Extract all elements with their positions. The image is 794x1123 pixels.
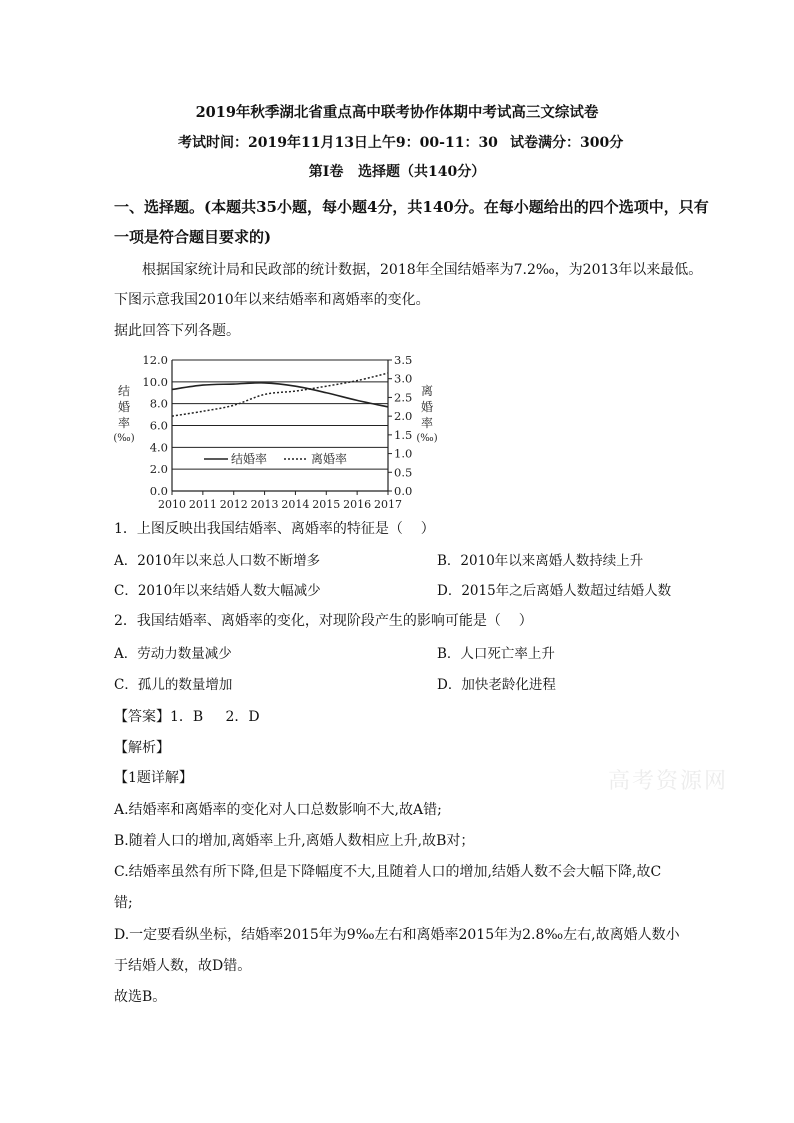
detail-label: 【1题详解】 [114, 770, 193, 786]
right-tick-label: 2.0 [394, 409, 413, 424]
right-axis-label-char: 率 [420, 416, 434, 430]
question-1-option-b: B．2010年以来离婚人数持续上升 [437, 553, 644, 569]
divorce-rate-line [172, 373, 388, 416]
x-tick-label: 2014 [281, 498, 310, 511]
right-tick-label: 1.0 [394, 446, 413, 461]
left-axis-label [113, 383, 134, 444]
question-2-option-b: B．人口死亡率上升 [437, 646, 555, 662]
right-tick-label: 2.5 [394, 390, 413, 405]
x-tick-label: 2012 [219, 498, 248, 511]
analysis-label: 【解析】 [114, 740, 170, 756]
x-tick-label: 2010 [158, 498, 186, 511]
material-line2: 下图示意我国2010年以来结婚率和离婚率的变化。 [114, 292, 430, 308]
left-tick-label: 12.0 [142, 353, 168, 367]
marriage-divorce-chart [112, 352, 448, 516]
question-1-option-a: A．2010年以来总人口数不断增多 [114, 553, 321, 569]
legend-divorce-label: 离婚率 [311, 452, 348, 466]
left-tick-label: 4.0 [149, 440, 168, 455]
right-axis-unit: (‰) [416, 433, 438, 444]
watermark: 高考资源网 [608, 769, 729, 794]
left-axis-label-char: 率 [117, 416, 131, 430]
x-tick-label: 2015 [312, 498, 341, 511]
analysis-line-d: D.一定要看纵坐标，结婚率2015年为9‰左右和离婚率2015年为2.8‰左右,故离婚人数小 [114, 927, 680, 943]
right-axis-label-char: 离 [420, 384, 434, 398]
right-tick-label: 3.5 [394, 353, 413, 367]
x-tick-label: 2017 [374, 498, 402, 511]
left-axis-unit: (‰) [113, 433, 135, 444]
material-line3: 据此回答下列各题。 [114, 323, 240, 339]
left-tick-label: 0.0 [149, 484, 168, 498]
question-1-stem: 1．上图反映出我国结婚率、离婚率的特征是（ ） [114, 521, 435, 537]
right-tick-label: 0.5 [394, 465, 413, 480]
analysis-line-c-cont: 错; [114, 895, 133, 911]
answer-label: 【答案】1．B 2．D [114, 709, 260, 725]
right-tick-label: 3.0 [394, 371, 413, 386]
left-tick-label: 10.0 [142, 374, 168, 389]
material-line1: 根据国家统计局和民政部的统计数据，2018年全国结婚率为7.2‰，为2013年以来最低。 [142, 262, 703, 278]
analysis-line-b: B.随着人口的增加,离婚率上升,离婚人数相应上升,故B对； [114, 833, 475, 849]
right-axis-ticks [388, 353, 412, 498]
section-instruction-line2: 一项是符合题目要求的) [114, 228, 272, 246]
left-tick-label: 8.0 [149, 396, 168, 411]
chart-legend [204, 451, 347, 466]
right-axis-label-char: 婚 [420, 400, 434, 414]
left-axis-label-char: 结 [117, 384, 131, 398]
question-2-option-d: D．加快老龄化进程 [437, 677, 556, 693]
analysis-line-d-cont: 于结婚人数，故D错。 [114, 958, 252, 974]
x-tick-label: 2016 [343, 498, 372, 511]
full-score: 试卷满分：300分 [510, 135, 624, 151]
question-2-option-c: C．孤儿的数量增加 [114, 677, 233, 693]
legend-marriage-label: 结婚率 [231, 452, 268, 466]
left-axis-ticks [142, 353, 168, 498]
left-tick-label: 2.0 [149, 462, 168, 477]
left-tick-label: 6.0 [149, 418, 168, 433]
question-1-option-d: D．2015年之后离婚人数超过结婚人数 [437, 583, 672, 599]
analysis-line-c: C.结婚率虽然有所下降,但是下降幅度不大,且随着人口的增加,结婚人数不会大幅下降,故C [114, 864, 662, 880]
part-title: 第I卷 选择题（共140分） [308, 164, 486, 180]
analysis-line-a: A.结婚率和离婚率的变化对人口总数影响不大,故A错; [114, 802, 442, 818]
right-tick-label: 1.5 [394, 427, 413, 442]
right-tick-label: 0.0 [394, 484, 413, 498]
question-1-option-c: C．2010年以来结婚人数大幅减少 [114, 583, 321, 599]
chart-series [172, 373, 388, 416]
left-axis-label-char: 婚 [117, 400, 131, 414]
section-instruction-line1: 一、选择题。(本题共35小题，每小题4分，共140分。在每小题给出的四个选项中，只有 [114, 198, 709, 216]
question-2-stem: 2．我国结婚率、离婚率的变化，对现阶段产生的影响可能是（ ） [114, 613, 533, 629]
question-2-option-a: A．劳动力数量减少 [114, 646, 232, 662]
analysis-conclusion: 故选B。 [114, 989, 167, 1005]
x-axis-ticks [158, 491, 402, 511]
x-tick-label: 2013 [250, 498, 279, 511]
chart-grid [172, 360, 388, 491]
x-tick-label: 2011 [188, 498, 217, 511]
right-axis-label [416, 384, 437, 444]
exam-time: 考试时间：2019年11月13日上午9：00-11：30 [178, 135, 498, 151]
exam-title: 2019年秋季湖北省重点高中联考协作体期中考试高三文综试卷 [195, 104, 599, 121]
